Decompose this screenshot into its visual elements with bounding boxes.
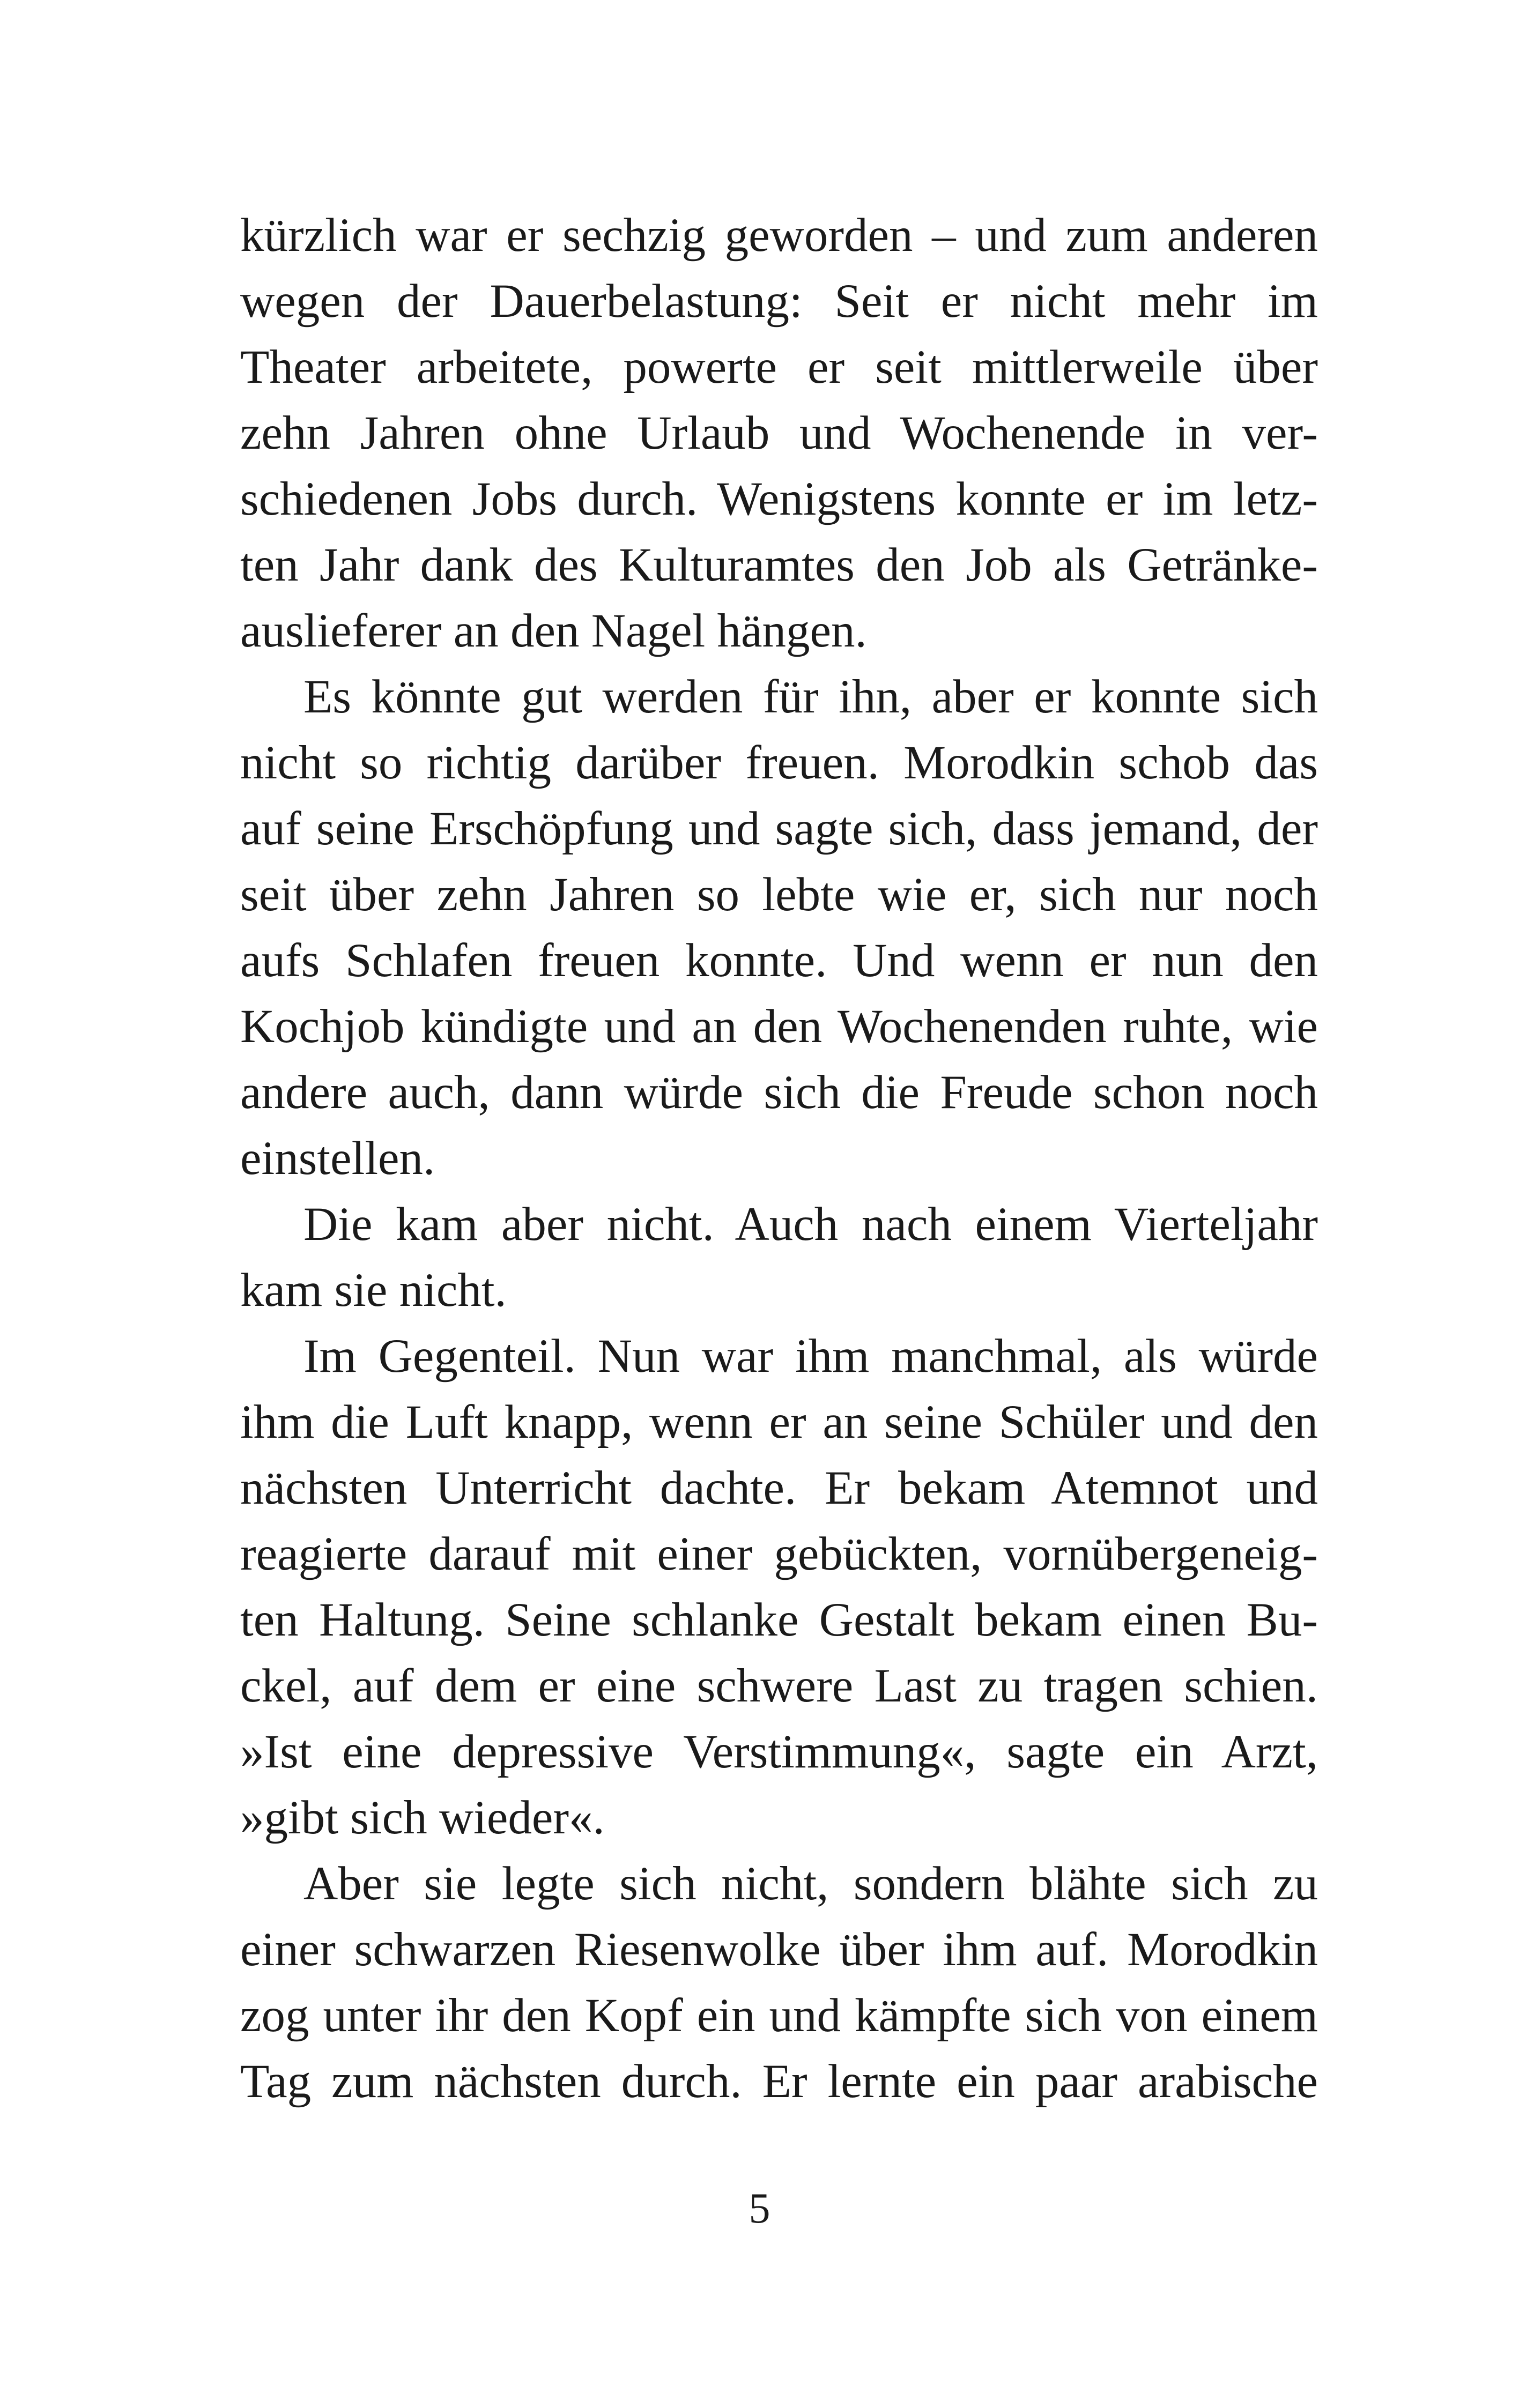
text-line: »gibt sich wieder«. xyxy=(240,1792,605,1844)
text-line: Es könnte gut werden für ihn, aber er konnte sich xyxy=(303,671,1318,723)
body-text xyxy=(240,203,1318,2115)
text-line: einer schwarzen Riesenwolke über ihm auf. Morodkin xyxy=(240,1923,1318,1976)
text-line: Theater arbeitete, powerte er seit mittlerweile über xyxy=(240,341,1318,393)
text-line: kürzlich war er sechzig geworden – und zum anderen xyxy=(240,209,1318,262)
text-line: seit über zehn Jahren so lebte wie er, sich nur noch xyxy=(240,868,1318,921)
text-line: auf seine Erschöpfung und sagte sich, dass jemand, der xyxy=(240,802,1318,855)
text-line: Die kam aber nicht. Auch nach einem Vierteljahr xyxy=(303,1198,1318,1251)
text-line: aufs Schlafen freuen konnte. Und wenn er nun den xyxy=(240,934,1318,987)
text-line: »Ist eine depressive Verstimmung«, sagte ein Arzt, xyxy=(240,1726,1318,1778)
text-line: Im Gegenteil. Nun war ihm manchmal, als würde xyxy=(303,1330,1318,1383)
text-line: andere auch, dann würde sich die Freude schon noch xyxy=(240,1066,1318,1119)
text-line: wegen der Dauerbelastung: Seit er nicht mehr im xyxy=(240,275,1318,328)
page-number: 5 xyxy=(749,2185,770,2232)
text-line: auslieferer an den Nagel hängen. xyxy=(240,605,867,657)
text-line: zog unter ihr den Kopf ein und kämpfte sich von einem xyxy=(240,1989,1318,2042)
text-line: reagierte darauf mit einer gebückten, vornübergeneig- xyxy=(240,1528,1318,1580)
text-line: schiedenen Jobs durch. Wenigstens konnte er im letz- xyxy=(240,473,1318,525)
text-line: nicht so richtig darüber freuen. Morodkin schob das xyxy=(240,737,1318,789)
text-line: ckel, auf dem er eine schwere Last zu tragen schien. xyxy=(240,1660,1318,1712)
text-line: ten Jahr dank des Kulturamtes den Job als Getränke- xyxy=(240,539,1318,591)
text-line: kam sie nicht. xyxy=(240,1264,507,1317)
text-line: Kochjob kündigte und an den Wochenenden ruhte, wie xyxy=(240,1000,1318,1053)
text-line: einstellen. xyxy=(240,1132,435,1185)
text-line: nächsten Unterricht dachte. Er bekam Atemnot und xyxy=(240,1462,1318,1514)
text-line: Aber sie legte sich nicht, sondern blähte sich zu xyxy=(303,1857,1318,1910)
text-line: zehn Jahren ohne Urlaub und Wochenende in ver- xyxy=(240,407,1318,459)
text-line: Tag zum nächsten durch. Er lernte ein paar arabische xyxy=(240,2055,1318,2108)
text-line: ten Haltung. Seine schlanke Gestalt bekam einen Bu- xyxy=(240,1594,1318,1646)
text-line: ihm die Luft knapp, wenn er an seine Schüler und den xyxy=(240,1396,1318,1448)
